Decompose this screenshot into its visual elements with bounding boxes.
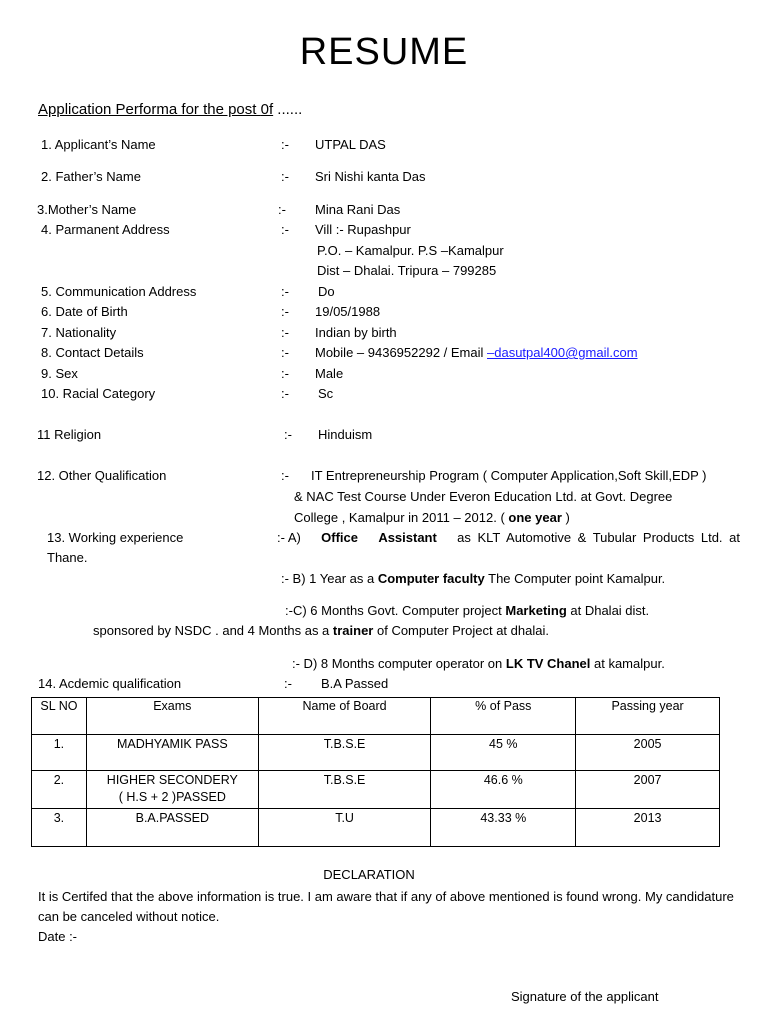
table-row bbox=[32, 735, 720, 771]
post-subtitle bbox=[38, 101, 302, 119]
cell-sl-no: 3. bbox=[32, 809, 87, 847]
academic-table bbox=[31, 697, 720, 847]
subtitle-of: 0f bbox=[260, 101, 274, 118]
table-row bbox=[32, 771, 720, 809]
separator: :- bbox=[281, 468, 289, 483]
contact-label: 8. Contact Details bbox=[41, 345, 144, 360]
declaration-heading: DECLARATION bbox=[323, 867, 415, 882]
header-exams: Exams bbox=[86, 698, 258, 735]
cell-year: 2007 bbox=[576, 771, 720, 809]
permanent-address-line3: Dist – Dhalai. Tripura – 799285 bbox=[317, 263, 497, 278]
work-exp-c-prefix: :-C) 6 Months Govt. Computer project bbox=[285, 603, 506, 618]
religion-label: 11 Religion bbox=[37, 427, 102, 442]
separator: :- bbox=[284, 427, 292, 442]
declaration-block bbox=[38, 887, 738, 947]
declaration-text: It is Certifed that the above information is true. I am aware that if any of above mentioned is found wrong. My candidature can be canceled without notice. bbox=[38, 889, 734, 924]
communication-address-label: 5. Communication Address bbox=[41, 284, 197, 299]
separator: :- bbox=[281, 222, 289, 237]
other-qualification-line2: & NAC Test Course Under Everon Education Ltd. at Govt. Degree bbox=[294, 489, 673, 504]
cell-sl-no: 1. bbox=[32, 735, 87, 771]
cell-exam bbox=[86, 735, 258, 771]
declaration-date: Date :- bbox=[38, 929, 78, 944]
cell-board: T.U bbox=[258, 809, 431, 847]
cell-percent: 46.6 % bbox=[431, 771, 576, 809]
communication-address-value: Do bbox=[318, 284, 335, 299]
academic-qualification-label: 14. Acdemic qualification bbox=[38, 676, 182, 691]
work-exp-c-cont bbox=[93, 623, 549, 639]
sex-value: Male bbox=[315, 366, 344, 381]
sex-label: 9. Sex bbox=[41, 366, 78, 381]
work-exp-b bbox=[281, 571, 665, 587]
work-exp-b-bold: Computer faculty bbox=[377, 571, 485, 586]
cell-exam bbox=[86, 809, 258, 847]
exam-line1: HIGHER SECONDERY bbox=[106, 773, 238, 787]
header-board: Name of Board bbox=[258, 698, 431, 735]
email-link[interactable]: –dasutpal400@gmail.com bbox=[487, 345, 638, 360]
cell-percent: 43.33 % bbox=[431, 809, 576, 847]
work-exp-d-prefix: :- D) 8 Months computer operator on bbox=[292, 656, 506, 671]
table-header-row bbox=[32, 698, 720, 735]
table-row bbox=[32, 809, 720, 847]
separator: :- bbox=[284, 676, 292, 691]
cell-year: 2005 bbox=[576, 735, 720, 771]
permanent-address-line1: Vill :- Rupashpur bbox=[315, 222, 411, 237]
contact-value bbox=[315, 345, 638, 361]
work-exp-c-rest: at Dhalai dist. bbox=[566, 603, 650, 618]
dob-value: 19/05/1988 bbox=[315, 304, 381, 319]
header-sl-no: SL NO bbox=[32, 698, 87, 735]
header-year: Passing year bbox=[576, 698, 720, 735]
separator: :- bbox=[281, 169, 289, 184]
separator: :- bbox=[281, 366, 289, 381]
separator: :- bbox=[278, 202, 286, 217]
religion-value: Hinduism bbox=[318, 427, 373, 442]
work-exp-c2-rest: of Computer Project at dhalai. bbox=[373, 623, 549, 638]
subtitle-suffix: ...... bbox=[273, 101, 303, 118]
work-experience-label-cont: Thane. bbox=[47, 550, 88, 565]
father-name-label: 2. Father’s Name bbox=[41, 169, 141, 184]
work-exp-b-prefix: :- B) 1 Year as a bbox=[281, 571, 378, 586]
cell-year: 2013 bbox=[576, 809, 720, 847]
cell-board: T.B.S.E bbox=[258, 771, 431, 809]
resume-title: RESUME bbox=[299, 31, 469, 73]
exam-line1: B.A.PASSED bbox=[135, 811, 210, 825]
cell-percent: 45 % bbox=[431, 735, 576, 771]
work-exp-a bbox=[277, 530, 740, 546]
work-exp-c2-prefix: sponsored by NSDC . and 4 Months as a bbox=[93, 623, 333, 638]
work-exp-a-rest: as KLT Automotive & Tubular Products Ltd. at bbox=[457, 530, 740, 545]
category-label: 10. Racial Category bbox=[41, 386, 156, 401]
academic-qualification-value: B.A Passed bbox=[321, 676, 389, 691]
nationality-value: Indian by birth bbox=[315, 325, 397, 340]
category-value: Sc bbox=[318, 386, 334, 401]
work-exp-a-bold2: Assistant bbox=[378, 530, 437, 545]
applicant-name-value: UTPAL DAS bbox=[315, 137, 386, 152]
applicant-name-label: 1. Applicant’s Name bbox=[41, 137, 156, 152]
work-exp-d-rest: at kamalpur. bbox=[590, 656, 665, 671]
separator: :- bbox=[281, 284, 289, 299]
other-qualification-line3 bbox=[294, 510, 570, 526]
work-experience-label: 13. Working experience bbox=[47, 530, 184, 545]
separator: :- bbox=[281, 345, 289, 360]
separator: :- bbox=[281, 386, 289, 401]
cell-board: T.B.S.E bbox=[258, 735, 431, 771]
permanent-address-line2: P.O. – Kamalpur. P.S –Kamalpur bbox=[317, 243, 504, 258]
work-exp-a-prefix: :- A) bbox=[277, 530, 301, 545]
other-qualification-line1: IT Entrepreneurship Program ( Computer Application,Soft Skill,EDP ) bbox=[311, 468, 707, 483]
mother-name-label: 3.Mother’s Name bbox=[37, 202, 137, 217]
oq-close: ) bbox=[561, 510, 570, 525]
separator: :- bbox=[281, 325, 289, 340]
work-exp-c-bold: Marketing bbox=[505, 603, 567, 618]
signature-label: Signature of the applicant bbox=[511, 989, 659, 1004]
work-exp-c bbox=[285, 603, 649, 619]
oq-text: College , Kamalpur in 2011 – 2012. ( bbox=[294, 510, 509, 525]
work-exp-d-bold: LK TV Chanel bbox=[505, 656, 591, 671]
nationality-label: 7. Nationality bbox=[41, 325, 117, 340]
permanent-address-label: 4. Parmanent Address bbox=[41, 222, 170, 237]
work-exp-c2-bold: trainer bbox=[332, 623, 374, 638]
cell-sl-no: 2. bbox=[32, 771, 87, 809]
cell-exam bbox=[86, 771, 258, 809]
father-name-value: Sri Nishi kanta Das bbox=[315, 169, 426, 184]
other-qualification-label: 12. Other Qualification bbox=[37, 468, 167, 483]
header-percent: % of Pass bbox=[431, 698, 576, 735]
dob-label: 6. Date of Birth bbox=[41, 304, 128, 319]
exam-line1: MADHYAMIK PASS bbox=[116, 737, 228, 751]
work-exp-b-rest: The Computer point Kamalpur. bbox=[484, 571, 666, 586]
work-exp-a-bold1: Office bbox=[321, 530, 358, 545]
exam-line2: ( H.S + 2 )PASSED bbox=[118, 790, 226, 804]
subtitle-prefix: Application Performa for the post bbox=[38, 101, 261, 118]
work-exp-d bbox=[292, 656, 665, 672]
separator: :- bbox=[281, 304, 289, 319]
separator: :- bbox=[281, 137, 289, 152]
oq-duration: one year bbox=[508, 510, 562, 525]
contact-mobile: Mobile – 9436952292 / Email bbox=[315, 345, 488, 360]
mother-name-value: Mina Rani Das bbox=[315, 202, 401, 217]
